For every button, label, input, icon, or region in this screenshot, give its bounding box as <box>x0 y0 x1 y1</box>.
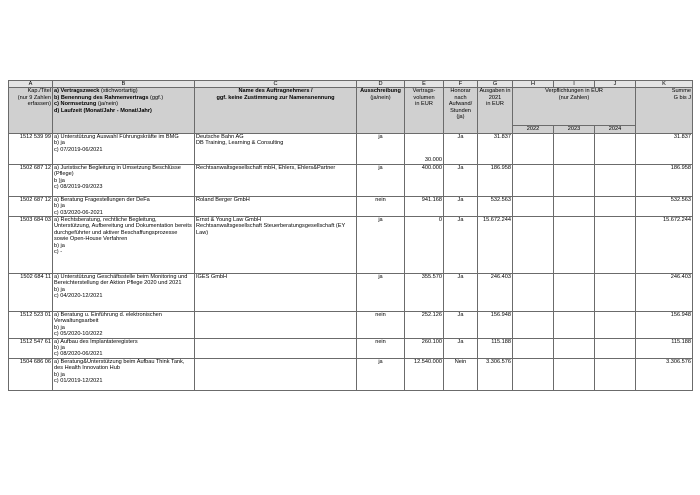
cell-spend-2021: 31.837 <box>478 133 513 164</box>
cell-tender: ja <box>357 164 405 196</box>
cell-contractor: IGES GmbH <box>195 274 357 312</box>
contracts-table <box>8 80 693 391</box>
cell-fee: Ja <box>444 312 478 339</box>
cell-sum: 31.837 <box>636 133 693 164</box>
cell-2024 <box>595 358 636 390</box>
cell-tender: ja <box>357 358 405 390</box>
cell-kap: 1502 687 12 <box>9 196 53 216</box>
cell-sum: 15.672.244 <box>636 217 693 274</box>
header-year: 2022 <box>513 126 554 133</box>
header-tender-sub: (ja/nein) <box>370 94 391 101</box>
cell-contractor <box>195 358 357 390</box>
column-letter: A <box>9 81 53 88</box>
cell-volume: 0 <box>405 217 444 274</box>
cell-2023 <box>554 217 595 274</box>
cell-2024 <box>595 274 636 312</box>
cell-sum: 532.563 <box>636 196 693 216</box>
column-letter: K <box>636 81 693 88</box>
cell-volume: 30.000 <box>405 133 444 164</box>
cell-purpose: a) Unterstützung Geschäftsstelle beim Monitoring und Bereichterstellung der Aktion Pflege 2020 und 2021 b) ja c) 04/2020-12/2021 <box>53 274 195 312</box>
header-contractor: Name des Auftragnehmers / ggf. keine Zustimmung zur Namensnennung <box>195 88 357 133</box>
cell-2024 <box>595 196 636 216</box>
header-year: 2023 <box>554 126 595 133</box>
cell-fee: Ja <box>444 274 478 312</box>
column-letter: I <box>554 81 595 88</box>
cell-tender: nein <box>357 196 405 216</box>
column-letter: D <box>357 81 405 88</box>
cell-spend-2021: 15.672.244 <box>478 217 513 274</box>
cell-volume: 260.100 <box>405 338 444 358</box>
cell-2024 <box>595 338 636 358</box>
cell-purpose: a) Aufbau des Implantateregisters b) ja c) 08/2020-06/2021 <box>53 338 195 358</box>
cell-2022 <box>513 196 554 216</box>
cell-tender: nein <box>357 338 405 358</box>
cell-fee: Ja <box>444 133 478 164</box>
cell-spend-2021: 115.188 <box>478 338 513 358</box>
cell-spend-2021: 186.958 <box>478 164 513 196</box>
cell-tender: nein <box>357 312 405 339</box>
cell-2023 <box>554 338 595 358</box>
cell-fee: Ja <box>444 338 478 358</box>
header-year: 2024 <box>595 126 636 133</box>
column-letter: C <box>195 81 357 88</box>
column-letter: E <box>405 81 444 88</box>
cell-purpose: a) Beratung u. Einführung d. elektronischen Verwaltungsarbeit b) ja c) 05/2020-10/2022 <box>53 312 195 339</box>
cell-contractor: Ernst & Young Law GmbH Rechtsanwaltsgesellschaft Steuerberatungsgesellschaft (EY Law) <box>195 217 357 274</box>
cell-tender: ja <box>357 217 405 274</box>
header-purpose-c-note: (ja/nein) <box>96 101 119 108</box>
header-sum: Summe G bis J <box>636 88 693 133</box>
cell-2024 <box>595 312 636 339</box>
cell-2022 <box>513 358 554 390</box>
cell-kap: 1512 539 99 <box>9 133 53 164</box>
cell-contractor <box>195 312 357 339</box>
header-row <box>9 88 693 126</box>
cell-2023 <box>554 196 595 216</box>
header-volume: Vertrags- volumen in EUR <box>405 88 444 133</box>
header-purpose-a-note: (stichwortartig) <box>99 88 138 95</box>
header-purpose <box>53 88 195 133</box>
cell-kap: 1503 684 03 <box>9 217 53 274</box>
cell-purpose: a) Juristische Begleitung in Umsetzung Beschlüsse (Pflege) b )ja c) 08/2019-09/2023 <box>53 164 195 196</box>
header-tender <box>357 88 405 133</box>
cell-kap: 1512 523 01 <box>9 312 53 339</box>
cell-tender: ja <box>357 133 405 164</box>
cell-volume: 400.000 <box>405 164 444 196</box>
table-row <box>9 338 693 358</box>
header-spend-2021: Ausgaben in 2021 in EUR <box>478 88 513 133</box>
cell-tender: ja <box>357 274 405 312</box>
cell-2023 <box>554 164 595 196</box>
cell-sum: 156.948 <box>636 312 693 339</box>
cell-sum: 186.958 <box>636 164 693 196</box>
header-purpose-b-note: (ggf.) <box>148 94 164 101</box>
cell-kap: 1502 684 11 <box>9 274 53 312</box>
cell-contractor <box>195 338 357 358</box>
cell-volume: 941.168 <box>405 196 444 216</box>
cell-contractor: Deutsche Bahn AG DB Training, Learning & Consulting <box>195 133 357 164</box>
table-row <box>9 196 693 216</box>
table-row <box>9 274 693 312</box>
cell-kap: 1502 687 12 <box>9 164 53 196</box>
cell-2024 <box>595 164 636 196</box>
column-letter: G <box>478 81 513 88</box>
cell-spend-2021: 532.563 <box>478 196 513 216</box>
table-row <box>9 358 693 390</box>
table-row <box>9 164 693 196</box>
header-kap: Kap./Titel (nur 9 Zahlen erfassen) <box>9 88 53 133</box>
cell-purpose: a) Unterstützung Auswahl Führungskräfte im BMG b) ja c) 07/2019-06/2021 <box>53 133 195 164</box>
cell-fee: Nein <box>444 358 478 390</box>
table-row <box>9 133 693 164</box>
cell-purpose: a) Rechtsberatung, rechtliche Begleitung, Unterstützung, Aufbereitung und Dokumentation bereits durchgeführter und aktiver Beschaffungsprozesse sowie Open-House Verfahren b) ja c) - <box>53 217 195 274</box>
cell-spend-2021: 246.403 <box>478 274 513 312</box>
cell-volume: 355.570 <box>405 274 444 312</box>
column-letter-row <box>9 81 693 88</box>
table-row <box>9 312 693 339</box>
header-commitments: Verpflichtungen in EUR (nur Zahlen) <box>513 88 636 126</box>
cell-sum: 3.306.576 <box>636 358 693 390</box>
cell-contractor: Roland Berger GmbH <box>195 196 357 216</box>
cell-2022 <box>513 338 554 358</box>
cell-purpose: a) Beratung&Unterstützung beim Aufbau Think Tank, des Health Innovation Hub b) ja c) 01/2019-12/2021 <box>53 358 195 390</box>
column-letter: B <box>53 81 195 88</box>
cell-contractor: Rechtsanwaltsgesellschaft mbH, Ehlers, Ehlers&Partner <box>195 164 357 196</box>
cell-spend-2021: 156.948 <box>478 312 513 339</box>
table-row <box>9 217 693 274</box>
cell-2022 <box>513 133 554 164</box>
cell-sum: 246.403 <box>636 274 693 312</box>
cell-volume: 12.540.000 <box>405 358 444 390</box>
cell-2022 <box>513 312 554 339</box>
cell-2022 <box>513 164 554 196</box>
header-purpose-c: c) Normsetzung <box>54 101 97 108</box>
header-tender-title: Ausschreibung <box>360 88 401 95</box>
cell-2022 <box>513 217 554 274</box>
cell-fee: Ja <box>444 196 478 216</box>
cell-spend-2021: 3.306.576 <box>478 358 513 390</box>
cell-purpose: a) Beratung Fragestellungen der DeFa b) ja c) 03/2020-06-2021 <box>53 196 195 216</box>
cell-2022 <box>513 274 554 312</box>
header-fee: Honorar nach Aufwand/ Stunden (ja) <box>444 88 478 133</box>
cell-2024 <box>595 133 636 164</box>
column-letter: H <box>513 81 554 88</box>
cell-sum: 115.188 <box>636 338 693 358</box>
cell-2023 <box>554 133 595 164</box>
cell-2023 <box>554 274 595 312</box>
column-letter: J <box>595 81 636 88</box>
header-purpose-b: b) Benennung des Rahmenvertrags <box>54 94 149 101</box>
cell-volume: 252.126 <box>405 312 444 339</box>
cell-kap: 1504 686 06 <box>9 358 53 390</box>
header-purpose-d: d) Laufzeit (Monat/Jahr - Monat/Jahr) <box>54 107 152 114</box>
cell-fee: Ja <box>444 164 478 196</box>
cell-2023 <box>554 312 595 339</box>
cell-2024 <box>595 217 636 274</box>
cell-2023 <box>554 358 595 390</box>
header-purpose-a: a) Vertragszweck <box>54 88 100 95</box>
cell-fee: Ja <box>444 217 478 274</box>
cell-kap: 1512 547 61 <box>9 338 53 358</box>
column-letter: F <box>444 81 478 88</box>
